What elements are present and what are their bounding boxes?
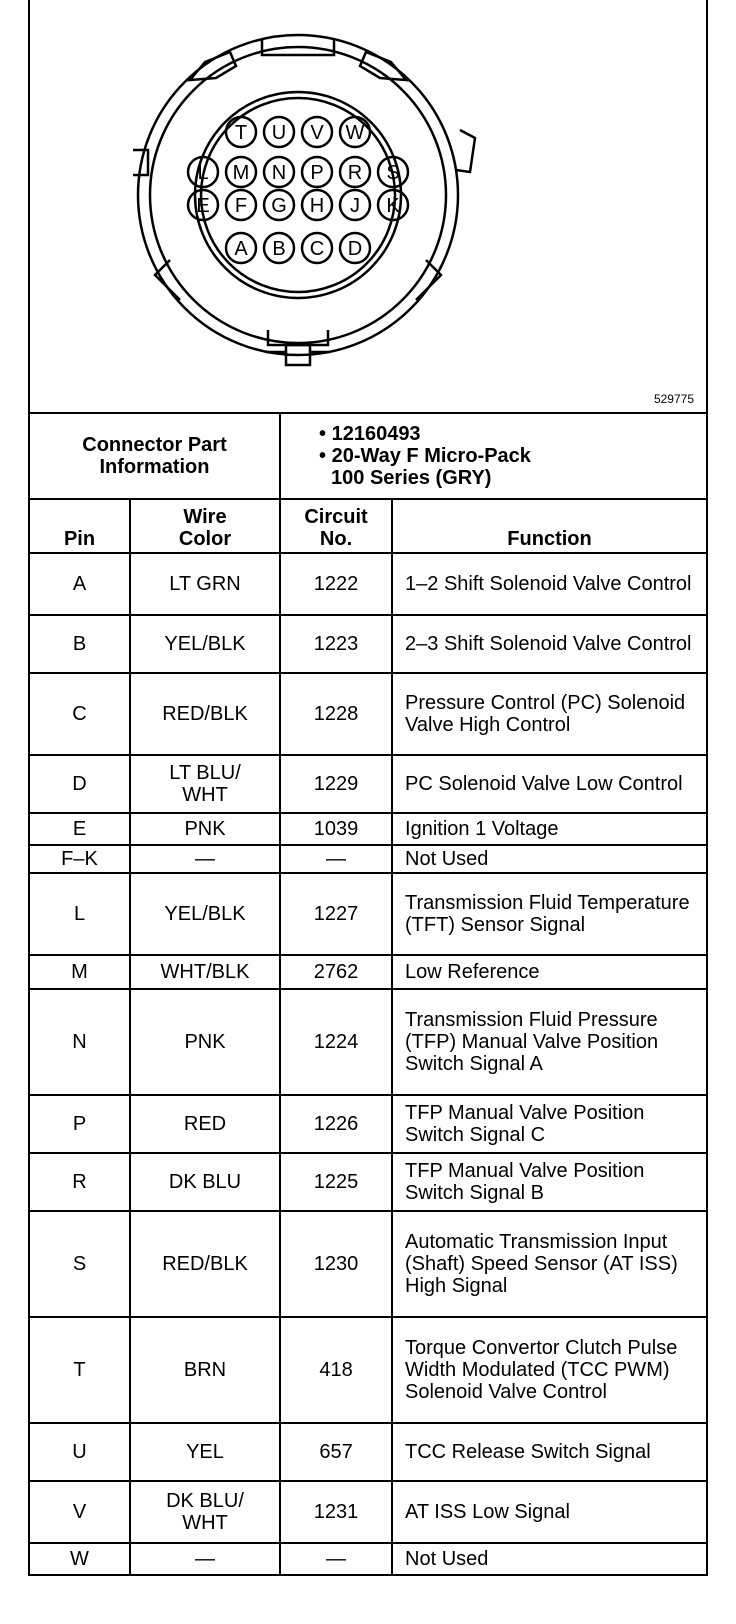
pin-cell: E bbox=[30, 813, 130, 845]
pin-label: N bbox=[271, 162, 287, 184]
circuit-cell: 418 bbox=[280, 1317, 392, 1423]
pin-label: G bbox=[271, 195, 287, 217]
pin-label: U bbox=[271, 122, 287, 144]
pin-field-outline bbox=[195, 92, 401, 298]
function-cell: PC Solenoid Valve Low Control bbox=[392, 755, 706, 813]
pin-cavity-c bbox=[302, 233, 332, 263]
table-row bbox=[30, 873, 706, 955]
pin-cell: B bbox=[30, 615, 130, 673]
connector-info-row bbox=[30, 414, 706, 499]
pin-cell: W bbox=[30, 1543, 130, 1575]
table-row bbox=[30, 989, 706, 1095]
function-cell: TFP Manual Valve Position Switch Signal B bbox=[392, 1153, 706, 1211]
function-cell: Transmission Fluid Pressure (TFP) Manual Valve Position Switch Signal A bbox=[392, 989, 706, 1095]
pin-cavity-r bbox=[340, 157, 370, 187]
pin-cavity-a bbox=[226, 233, 256, 263]
table-row bbox=[30, 553, 706, 615]
pin-label: J bbox=[350, 195, 360, 217]
circuit-cell: 1230 bbox=[280, 1211, 392, 1317]
function-cell: Ignition 1 Voltage bbox=[392, 813, 706, 845]
pin-label: D bbox=[347, 238, 363, 260]
part-number: • 12160493 bbox=[319, 423, 421, 445]
table-row bbox=[30, 755, 706, 813]
circuit-cell: 1225 bbox=[280, 1153, 392, 1211]
function-cell: Pressure Control (PC) Solenoid Valve High Control bbox=[392, 673, 706, 755]
function-cell: AT ISS Low Signal bbox=[392, 1481, 706, 1543]
circuit-cell: 2762 bbox=[280, 955, 392, 989]
header-function: Function bbox=[392, 499, 706, 553]
pin-cell: L bbox=[30, 873, 130, 955]
function-cell: 2–3 Shift Solenoid Valve Control bbox=[392, 615, 706, 673]
circuit-cell: 1227 bbox=[280, 873, 392, 955]
connector-info-values bbox=[280, 414, 706, 499]
table-row bbox=[30, 1543, 706, 1575]
pin-cavity-h bbox=[302, 190, 332, 220]
pin-cavity-d bbox=[340, 233, 370, 263]
pin-label: K bbox=[386, 195, 400, 217]
circuit-cell: 1223 bbox=[280, 615, 392, 673]
table-row bbox=[30, 615, 706, 673]
connector-drawing bbox=[30, 0, 706, 412]
pin-cavity-b bbox=[264, 233, 294, 263]
pin-cell: R bbox=[30, 1153, 130, 1211]
wire-color-cell: YEL/BLK bbox=[130, 615, 280, 673]
pin-label: L bbox=[197, 162, 209, 184]
pin-label: F bbox=[234, 195, 248, 217]
wire-color-cell: WHT/BLK bbox=[130, 955, 280, 989]
pin-cavity-e bbox=[188, 190, 218, 220]
table-row bbox=[30, 845, 706, 873]
pin-cavity-w bbox=[340, 117, 370, 147]
table-row bbox=[30, 1317, 706, 1423]
table-row bbox=[30, 1481, 706, 1543]
wire-color-cell: PNK bbox=[130, 989, 280, 1095]
connector-description-2: 100 Series (GRY) bbox=[331, 467, 492, 489]
wire-color-cell: BRN bbox=[130, 1317, 280, 1423]
table-row bbox=[30, 673, 706, 755]
function-cell: Low Reference bbox=[392, 955, 706, 989]
connector-sheet bbox=[28, 0, 708, 1576]
function-cell: TFP Manual Valve Position Switch Signal C bbox=[392, 1095, 706, 1153]
figure-id: 529775 bbox=[653, 392, 694, 406]
pin-cavity-l bbox=[188, 157, 218, 187]
wire-color-cell: RED/BLK bbox=[130, 673, 280, 755]
function-cell: TCC Release Switch Signal bbox=[392, 1423, 706, 1481]
connector-description-1: • 20-Way F Micro-Pack bbox=[319, 445, 531, 467]
locking-tab-right bbox=[360, 52, 406, 80]
pin-label: P bbox=[310, 162, 324, 184]
pin-cavities bbox=[188, 117, 408, 263]
pin-cavity-p bbox=[302, 157, 332, 187]
pin-cavity-g bbox=[264, 190, 294, 220]
circuit-cell: 1231 bbox=[280, 1481, 392, 1543]
pin-cell: U bbox=[30, 1423, 130, 1481]
pin-cavity-s bbox=[378, 157, 408, 187]
pin-label: W bbox=[345, 122, 365, 144]
circuit-cell: — bbox=[280, 1543, 392, 1575]
pin-cell: N bbox=[30, 989, 130, 1095]
pin-cavity-k bbox=[378, 190, 408, 220]
pin-label: E bbox=[196, 195, 210, 217]
table-row bbox=[30, 1423, 706, 1481]
wire-color-cell: DK BLU bbox=[130, 1153, 280, 1211]
pin-cell: C bbox=[30, 673, 130, 755]
pin-label: A bbox=[234, 238, 248, 260]
pin-cell: F–K bbox=[30, 845, 130, 873]
circuit-cell: 1224 bbox=[280, 989, 392, 1095]
pin-cell: P bbox=[30, 1095, 130, 1153]
wire-color-cell: LT GRN bbox=[130, 553, 280, 615]
pin-cavity-v bbox=[302, 117, 332, 147]
connector-outer-shell bbox=[138, 35, 458, 355]
pin-cavity-j bbox=[340, 190, 370, 220]
function-cell: 1–2 Shift Solenoid Valve Control bbox=[392, 553, 706, 615]
wire-color-cell: LT BLU/ WHT bbox=[130, 755, 280, 813]
side-key-right bbox=[456, 130, 475, 172]
function-cell: Automatic Transmission Input (Shaft) Speed Sensor (AT ISS) High Signal bbox=[392, 1211, 706, 1317]
pin-label: M bbox=[232, 162, 250, 184]
pin-label: T bbox=[234, 122, 248, 144]
pin-label: B bbox=[272, 238, 286, 260]
connector-info-label: Connector Part Information bbox=[30, 414, 280, 499]
pin-cavity-t bbox=[226, 117, 256, 147]
wire-color-cell: — bbox=[130, 1543, 280, 1575]
pin-cavity-n bbox=[264, 157, 294, 187]
header-wire-color: Wire Color bbox=[130, 499, 280, 553]
header-circuit-no: Circuit No. bbox=[280, 499, 392, 553]
table-row bbox=[30, 1095, 706, 1153]
pin-cell: D bbox=[30, 755, 130, 813]
wire-color-cell: PNK bbox=[130, 813, 280, 845]
circuit-cell: 1226 bbox=[280, 1095, 392, 1153]
pin-cell: S bbox=[30, 1211, 130, 1317]
wire-color-cell: DK BLU/ WHT bbox=[130, 1481, 280, 1543]
circuit-cell: 1039 bbox=[280, 813, 392, 845]
connector-face-diagram bbox=[30, 0, 706, 414]
pin-label: S bbox=[386, 162, 400, 184]
table-row bbox=[30, 1153, 706, 1211]
pin-cell: M bbox=[30, 955, 130, 989]
pin-cell: V bbox=[30, 1481, 130, 1543]
function-cell: Torque Convertor Clutch Pulse Width Modulated (TCC PWM) Solenoid Valve Control bbox=[392, 1317, 706, 1423]
table-row bbox=[30, 955, 706, 989]
pin-label: R bbox=[347, 162, 363, 184]
wire-color-cell: YEL/BLK bbox=[130, 873, 280, 955]
header-pin: Pin bbox=[30, 499, 130, 553]
wire-color-cell: YEL bbox=[130, 1423, 280, 1481]
pin-cell: A bbox=[30, 553, 130, 615]
circuit-cell: 657 bbox=[280, 1423, 392, 1481]
locking-tab-left bbox=[190, 52, 236, 80]
wire-color-cell: — bbox=[130, 845, 280, 873]
circuit-cell: 1229 bbox=[280, 755, 392, 813]
wire-color-cell: RED/BLK bbox=[130, 1211, 280, 1317]
circuit-cell: 1228 bbox=[280, 673, 392, 755]
circuit-cell: 1222 bbox=[280, 553, 392, 615]
pin-cavity-u bbox=[264, 117, 294, 147]
table-row bbox=[30, 813, 706, 845]
pinout-table bbox=[30, 414, 706, 1576]
function-cell: Transmission Fluid Temperature (TFT) Sensor Signal bbox=[392, 873, 706, 955]
pin-label: V bbox=[310, 122, 324, 144]
pin-cavity-m bbox=[226, 157, 256, 187]
function-cell: Not Used bbox=[392, 845, 706, 873]
table-row bbox=[30, 1211, 706, 1317]
function-cell: Not Used bbox=[392, 1543, 706, 1575]
pin-cavity-f bbox=[226, 190, 256, 220]
pin-label: C bbox=[309, 238, 325, 260]
pin-cell: T bbox=[30, 1317, 130, 1423]
table-header-row bbox=[30, 499, 706, 553]
circuit-cell: — bbox=[280, 845, 392, 873]
wire-color-cell: RED bbox=[130, 1095, 280, 1153]
pin-label: H bbox=[309, 195, 325, 217]
